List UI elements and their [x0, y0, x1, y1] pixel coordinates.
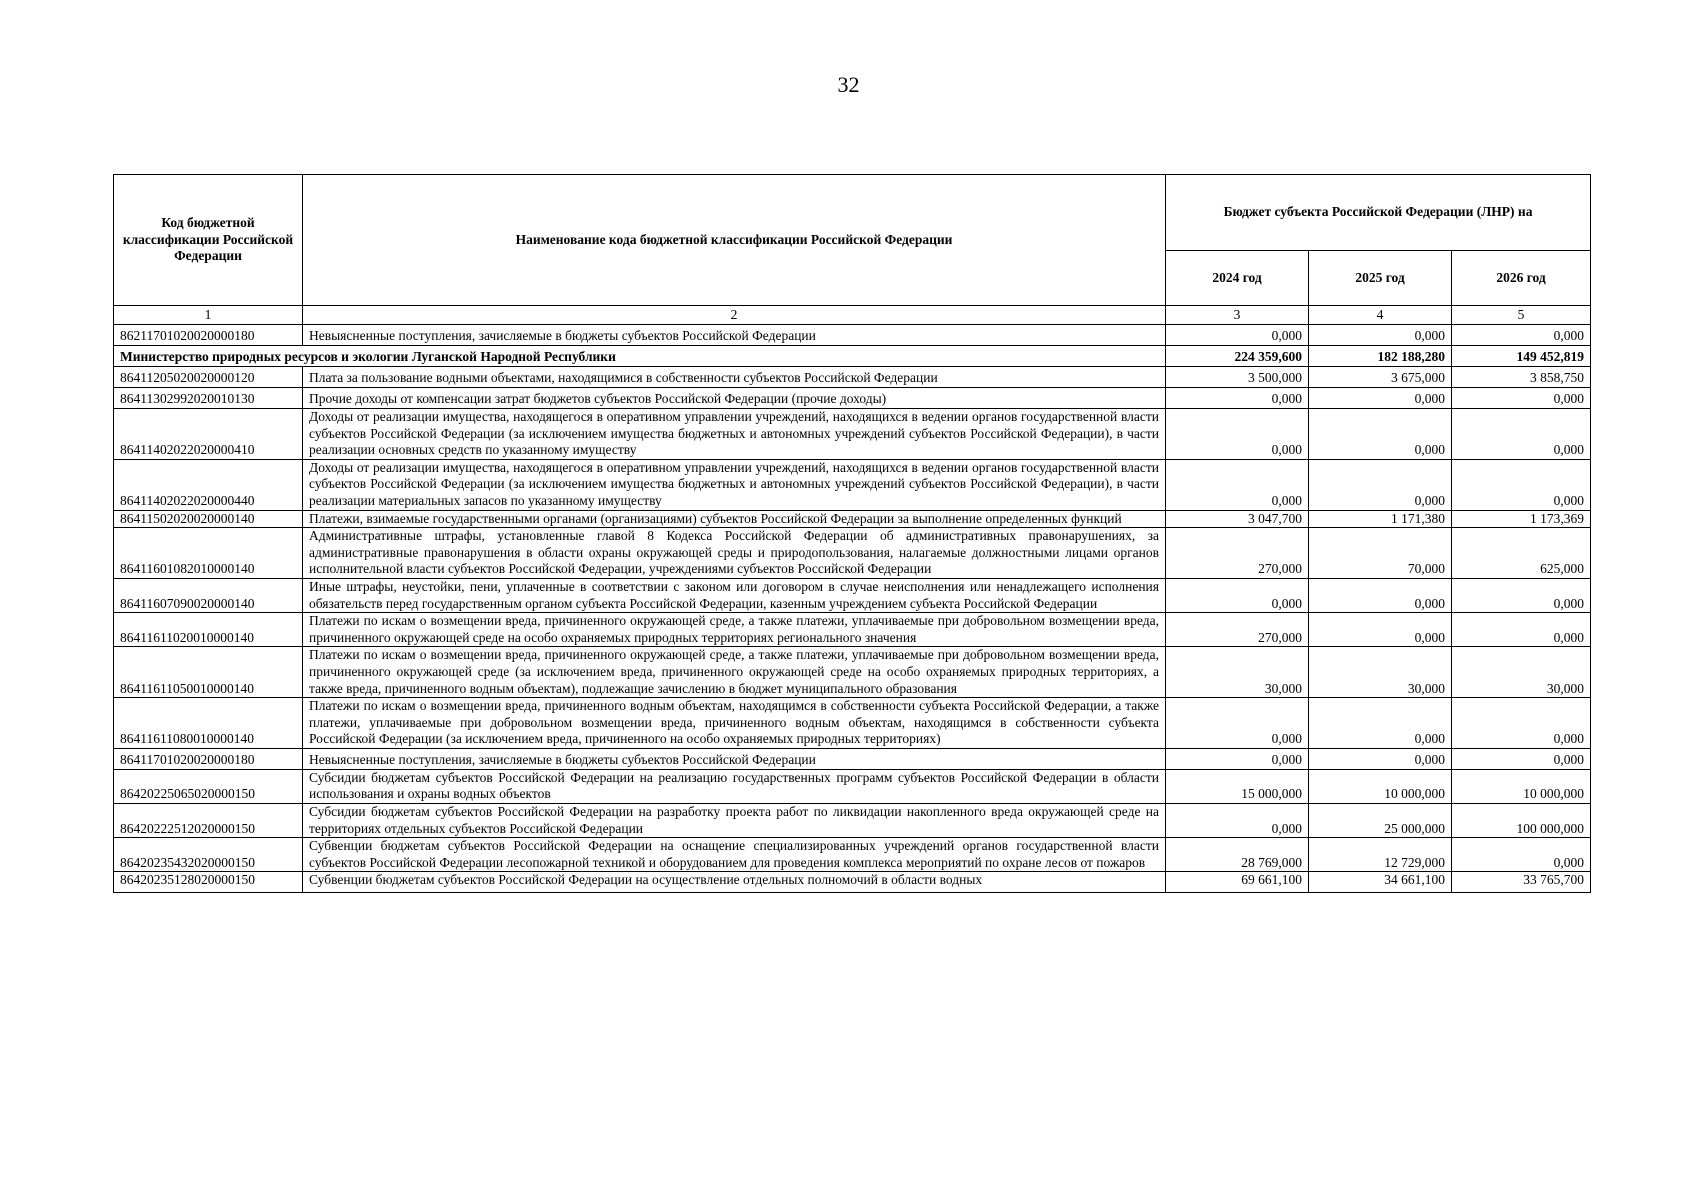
- budget-code: 86411611080010000140: [114, 698, 303, 749]
- budget-code-name: Платежи по искам о возмещении вреда, причиненного окружающей среде, а также платежи, уплачиваемые при добровольном возмещении вреда, причиненного окружающей среде на особо охраняемых природных территориях регионального значения: [303, 613, 1166, 647]
- value-2025: 0,000: [1309, 388, 1452, 409]
- budget-code-name: Невыясненные поступления, зачисляемые в бюджеты субъектов Российской Федерации: [303, 748, 1166, 769]
- value-2024: 28 769,000: [1166, 838, 1309, 872]
- table-row: [114, 698, 1591, 749]
- value-2026: 625,000: [1452, 528, 1591, 579]
- budget-code: 86411611050010000140: [114, 647, 303, 698]
- value-2026: 0,000: [1452, 388, 1591, 409]
- column-number-row: [114, 306, 1591, 325]
- budget-code: 86411601082010000140: [114, 528, 303, 579]
- page-number: 32: [837, 72, 860, 97]
- value-2024: 0,000: [1166, 748, 1309, 769]
- value-2026: 0,000: [1452, 409, 1591, 460]
- value-2025: 0,000: [1309, 578, 1452, 612]
- value-2026: 0,000: [1452, 325, 1591, 346]
- budget-code: 86411701020020000180: [114, 748, 303, 769]
- value-2026: 0,000: [1452, 838, 1591, 872]
- value-2024: 3 047,700: [1166, 510, 1309, 528]
- value-2024: 0,000: [1166, 409, 1309, 460]
- header-year-2024: 2024 год: [1166, 251, 1309, 306]
- value-2025: 1 171,380: [1309, 510, 1452, 528]
- value-2025: 0,000: [1309, 409, 1452, 460]
- ministry-name: Министерство природных ресурсов и экологии Луганской Народной Республики: [114, 346, 1166, 367]
- value-2026: 0,000: [1452, 748, 1591, 769]
- budget-code: 86411607090020000140: [114, 578, 303, 612]
- header-code-column: Код бюджетной классификации Российской Федерации: [114, 175, 303, 306]
- value-2024: 0,000: [1166, 388, 1309, 409]
- table-row: [114, 510, 1591, 528]
- table-row: [114, 748, 1591, 769]
- budget-code-name: Иные штрафы, неустойки, пени, уплаченные в соответствии с законом или договором в случае неисполнения или ненадлежащего исполнения обязательств перед государственным органом субъекта Российской Федерации, казенным учреждением субъекта Российской Федерации: [303, 578, 1166, 612]
- budget-code-name: Платежи, взимаемые государственными органами (организациями) субъектов Российской Федерации за выполнение определенных функций: [303, 510, 1166, 528]
- value-2025: 0,000: [1309, 698, 1452, 749]
- budget-code: 86420225065020000150: [114, 769, 303, 803]
- budget-code-name: Плата за пользование водными объектами, находящимися в собственности субъектов Российской Федерации: [303, 367, 1166, 388]
- value-2024: 0,000: [1166, 578, 1309, 612]
- budget-code-name: Субсидии бюджетам субъектов Российской Федерации на реализацию государственных программ субъектов Российской Федерации в области использования и охраны водных объектов: [303, 769, 1166, 803]
- budget-code-name: Невыясненные поступления, зачисляемые в бюджеты субъектов Российской Федерации: [303, 325, 1166, 346]
- budget-code-name: Доходы от реализации имущества, находящегося в оперативном управлении учреждений, находящихся в ведении органов государственной власти субъектов Российской Федерации (за исключением имущества бюджетных и автономных учреждений субъектов Российской Федерации), в части реализации материальных запасов по указанному имуществу: [303, 459, 1166, 510]
- table-row: [114, 409, 1591, 460]
- value-2026: 0,000: [1452, 578, 1591, 612]
- value-2024: 0,000: [1166, 698, 1309, 749]
- budget-code-name: Субвенции бюджетам субъектов Российской Федерации на оснащение специализированных учреждений органов государственной власти субъектов Российской Федерации лесопожарной техникой и оборудованием для проведения комплекса мероприятий по охране лесов от пожаров: [303, 838, 1166, 872]
- column-number: 1: [114, 306, 303, 325]
- budget-code: 86411402022020000410: [114, 409, 303, 460]
- table-row: [114, 769, 1591, 803]
- budget-code: 86411502020020000140: [114, 510, 303, 528]
- value-2024: 15 000,000: [1166, 769, 1309, 803]
- value-2025: 0,000: [1309, 459, 1452, 510]
- table-row: [114, 459, 1591, 510]
- value-2024: 0,000: [1166, 459, 1309, 510]
- value-2024: 270,000: [1166, 528, 1309, 579]
- table-row: [114, 388, 1591, 409]
- value-2025: 34 661,100: [1309, 872, 1452, 893]
- budget-code: 86420222512020000150: [114, 804, 303, 838]
- value-2026: 3 858,750: [1452, 367, 1591, 388]
- budget-code: 86411402022020000440: [114, 459, 303, 510]
- table-row: [114, 838, 1591, 872]
- value-2025: 70,000: [1309, 528, 1452, 579]
- budget-code-name: Административные штрафы, установленные главой 8 Кодекса Российской Федерации об административных правонарушениях, за административные правонарушения в области охраны окружающей среды и природопользования, налагаемые должностными лицами органов исполнительной власти субъектов Российской Федерации, учреждениями субъектов Российской Федерации: [303, 528, 1166, 579]
- budget-code: 86211701020020000180: [114, 325, 303, 346]
- table-row: [114, 872, 1591, 893]
- value-2025: 0,000: [1309, 325, 1452, 346]
- budget-code-name: Доходы от реализации имущества, находящегося в оперативном управлении учреждений, находящихся в ведении органов государственной власти субъектов Российской Федерации (за исключением имущества бюджетных и автономных учреждений субъектов Российской Федерации), в части реализации основных средств по указанному имуществу: [303, 409, 1166, 460]
- header-year-2026: 2026 год: [1452, 251, 1591, 306]
- value-2026: 0,000: [1452, 698, 1591, 749]
- value-2025: 30,000: [1309, 647, 1452, 698]
- value-2024: 270,000: [1166, 613, 1309, 647]
- value-2026: 1 173,369: [1452, 510, 1591, 528]
- budget-code-name: Прочие доходы от компенсации затрат бюджетов субъектов Российской Федерации (прочие доходы): [303, 388, 1166, 409]
- value-2026: 33 765,700: [1452, 872, 1591, 893]
- column-number: 3: [1166, 306, 1309, 325]
- table-row: [114, 367, 1591, 388]
- budget-code-name: Платежи по искам о возмещении вреда, причиненного водным объектам, находящимся в собственности субъекта Российской Федерации, а также платежи, уплачиваемые при добровольном возмещении вреда, причиненного водным объектам, находящимся в собственности субъекта Российской Федерации (за исключением вреда, причиненного на особо охраняемых природных территориях): [303, 698, 1166, 749]
- value-2024: 0,000: [1166, 325, 1309, 346]
- value-2025: 182 188,280: [1309, 346, 1452, 367]
- table-row: [114, 647, 1591, 698]
- header-budget-group: Бюджет субъекта Российской Федерации (ЛНР) на: [1166, 175, 1591, 251]
- value-2024: 69 661,100: [1166, 872, 1309, 893]
- value-2026: 0,000: [1452, 459, 1591, 510]
- column-number: 2: [303, 306, 1166, 325]
- value-2025: 12 729,000: [1309, 838, 1452, 872]
- table-row: [114, 325, 1591, 346]
- value-2024: 224 359,600: [1166, 346, 1309, 367]
- header-year-2025: 2025 год: [1309, 251, 1452, 306]
- budget-code: 86420235432020000150: [114, 838, 303, 872]
- value-2026: 30,000: [1452, 647, 1591, 698]
- table-row: [114, 613, 1591, 647]
- column-number: 4: [1309, 306, 1452, 325]
- budget-code-name: Субсидии бюджетам субъектов Российской Федерации на разработку проекта работ по ликвидации накопленного вреда окружающей среде на территориях отдельных субъектов Российской Федерации: [303, 804, 1166, 838]
- value-2025: 0,000: [1309, 748, 1452, 769]
- value-2026: 0,000: [1452, 613, 1591, 647]
- ministry-subtotal-row: [114, 346, 1591, 367]
- value-2024: 0,000: [1166, 804, 1309, 838]
- value-2026: 10 000,000: [1452, 769, 1591, 803]
- budget-code-name: Субвенции бюджетам субъектов Российской Федерации на осуществление отдельных полномочий в области водных: [303, 872, 1166, 893]
- budget-code: 86411205020020000120: [114, 367, 303, 388]
- header-name-column: Наименование кода бюджетной классификации Российской Федерации: [303, 175, 1166, 306]
- value-2025: 3 675,000: [1309, 367, 1452, 388]
- value-2025: 0,000: [1309, 613, 1452, 647]
- value-2024: 30,000: [1166, 647, 1309, 698]
- table-row: [114, 578, 1591, 612]
- budget-code: 86411302992020010130: [114, 388, 303, 409]
- value-2026: 100 000,000: [1452, 804, 1591, 838]
- column-number: 5: [1452, 306, 1591, 325]
- value-2024: 3 500,000: [1166, 367, 1309, 388]
- value-2025: 10 000,000: [1309, 769, 1452, 803]
- budget-code: 86411611020010000140: [114, 613, 303, 647]
- table-row: [114, 528, 1591, 579]
- value-2025: 25 000,000: [1309, 804, 1452, 838]
- table-row: [114, 804, 1591, 838]
- budget-table: [113, 174, 1591, 893]
- value-2026: 149 452,819: [1452, 346, 1591, 367]
- budget-code-name: Платежи по искам о возмещении вреда, причиненного окружающей среде, а также платежи, уплачиваемые при добровольном возмещении вреда, причиненного окружающей среде (за исключением вреда, причиненного окружающей среде на особо охраняемых природных территориях, а также вреда, причиненного водным объектам), подлежащие зачислению в бюджет муниципального образования: [303, 647, 1166, 698]
- budget-code: 86420235128020000150: [114, 872, 303, 893]
